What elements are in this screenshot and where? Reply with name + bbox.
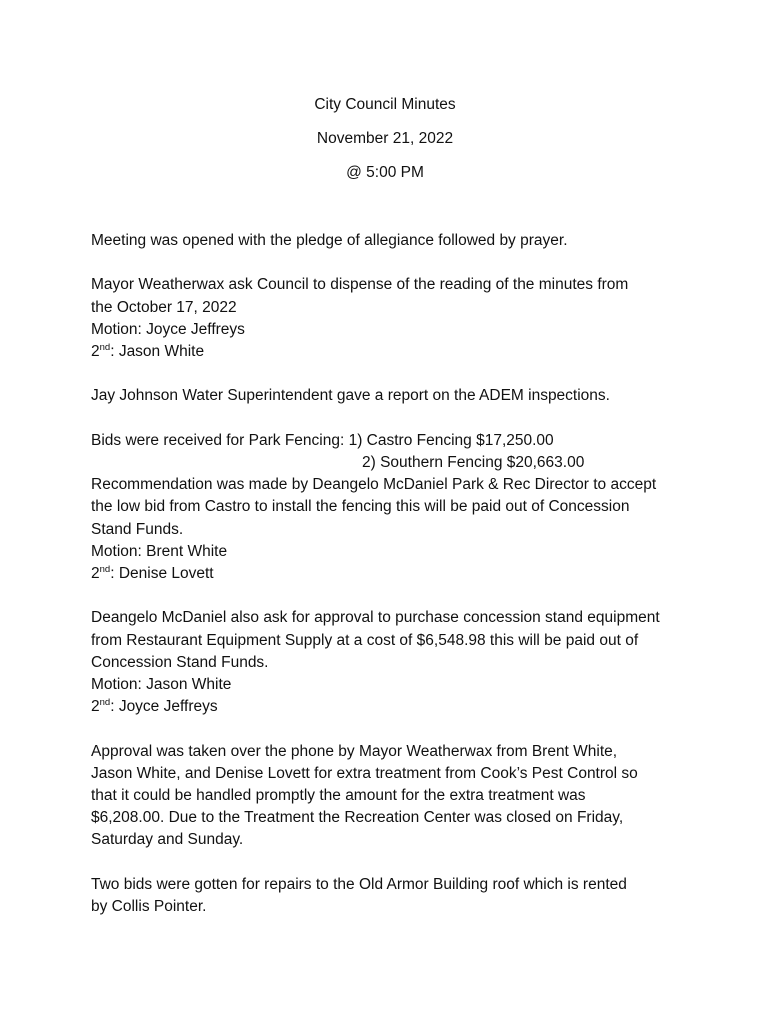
minutes-line-2: the October 17, 2022 [91, 298, 237, 316]
ordinal-number: 2 [91, 565, 100, 582]
pest-line-5: Saturday and Sunday. [91, 831, 244, 849]
concession-line-3: Concession Stand Funds. [91, 653, 269, 671]
pest-line-4: $6,208.00. Due to the Treatment the Recreation Center was closed on Friday, [91, 809, 624, 827]
minutes-motion: Motion: Joyce Jeffreys [91, 320, 245, 338]
pest-line-3: that it could be handled promptly the amount for the extra treatment was [91, 787, 586, 804]
meeting-time: @ 5:00 PM [346, 164, 424, 181]
fencing-bid-2: 2) Southern Fencing $20,663.00 [362, 453, 585, 471]
water-report-paragraph [91, 385, 701, 407]
armor-line-1: Two bids were gotten for repairs to the Old Armor Building roof which is rented [91, 875, 627, 893]
fencing-rec-line-1: Recommendation was made by Deangelo McDaniel Park & Rec Director to accept [91, 476, 657, 494]
document-header [0, 88, 770, 190]
ordinal-suffix: nd [99, 341, 111, 353]
opening-line: Meeting was opened with the pledge of allegiance followed by prayer. [91, 232, 568, 249]
document-title: City Council Minutes [314, 96, 456, 113]
water-report-line: Jay Johnson Water Superintendent gave a report on the ADEM inspections. [91, 387, 610, 405]
second-name: : Denise Lovett [110, 565, 214, 582]
opening-paragraph [91, 230, 701, 252]
minutes-line-1: Mayor Weatherwax ask Council to dispense of the reading of the minutes from [91, 276, 629, 294]
minutes-dispense-paragraph [91, 274, 701, 363]
concession-paragraph [91, 607, 701, 718]
ordinal-number: 2 [91, 343, 100, 360]
minutes-second [91, 341, 701, 363]
minutes-body [91, 230, 701, 940]
concession-line-2: from Restaurant Equipment Supply at a cost of $6,548.98 this will be paid out of [91, 631, 639, 649]
concession-motion: Motion: Jason White [91, 676, 232, 693]
fencing-rec-line-2: the low bid from Castro to install the fencing this will be paid out of Concession [91, 498, 630, 516]
pest-line-1: Approval was taken over the phone by Mayor Weatherwax from Brent White, [91, 742, 618, 760]
fencing-second [91, 563, 701, 585]
concession-line-1: Deangelo McDaniel also ask for approval to purchase concession stand equipment [91, 609, 660, 627]
second-name: : Joyce Jeffreys [110, 698, 218, 716]
fencing-paragraph [91, 430, 701, 585]
armor-building-paragraph [91, 874, 701, 918]
second-name: : Jason White [110, 343, 205, 360]
ordinal-suffix: nd [99, 563, 111, 575]
fencing-rec-line-3: Stand Funds. [91, 520, 184, 538]
ordinal-suffix: nd [99, 697, 111, 709]
concession-second [91, 696, 701, 718]
pest-line-2: Jason White, and Denise Lovett for extra treatment from Cook’s Pest Control so [91, 764, 638, 782]
fencing-motion: Motion: Brent White [91, 542, 228, 560]
fencing-bids-line: Bids were received for Park Fencing: 1) Castro Fencing $17,250.00 [91, 431, 554, 449]
pest-control-paragraph [91, 741, 701, 852]
ordinal-number: 2 [91, 698, 100, 716]
armor-line-2: by Collis Pointer. [91, 898, 207, 915]
meeting-date: November 21, 2022 [316, 130, 454, 147]
